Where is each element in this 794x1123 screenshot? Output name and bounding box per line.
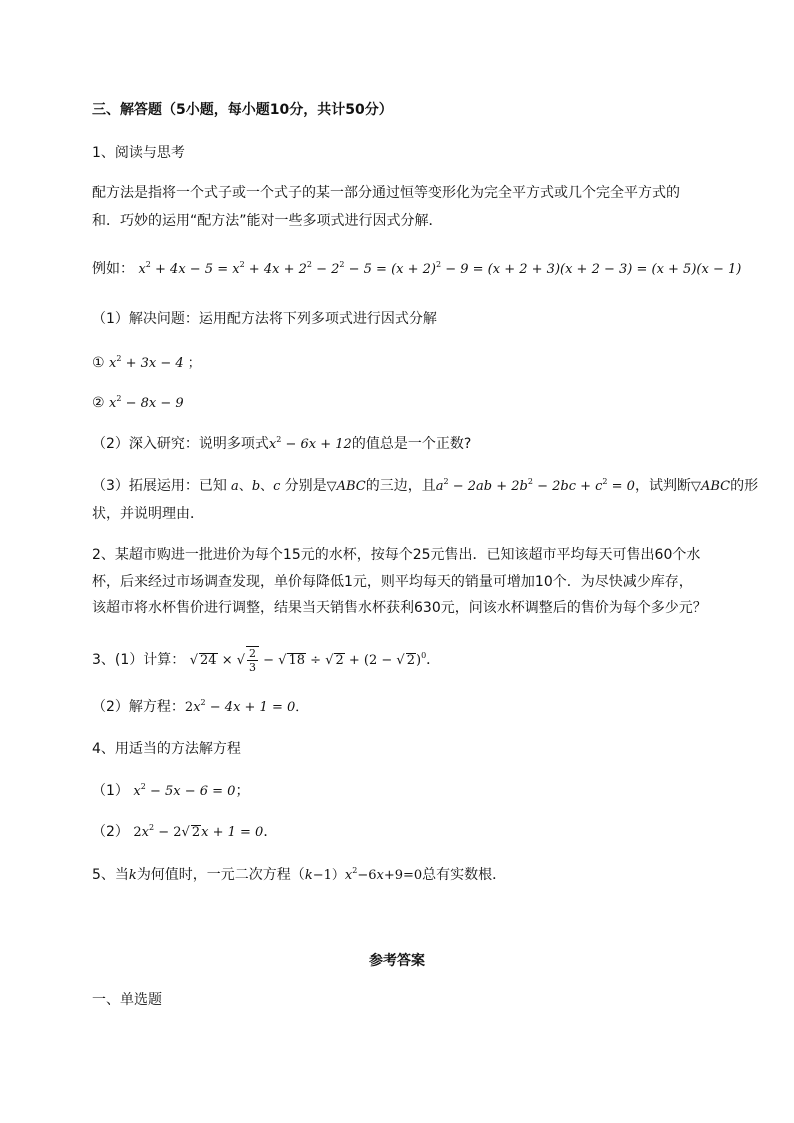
q4-part2 xyxy=(92,822,277,843)
q5-k: k xyxy=(128,868,137,883)
triangle-abc-1: ▽ABC xyxy=(326,479,366,494)
q5-suffix: 总有实数根． xyxy=(422,867,507,883)
q1-part3 xyxy=(92,476,758,497)
item2-formula: $x^2 - 8x - 9$ xyxy=(109,394,184,411)
q4-part2-suffix: ． xyxy=(263,824,278,840)
q3-part2 xyxy=(92,697,308,718)
part3-formula: $a^2 - 2ab + 2b^2 - 2bc + c^2 = 0$ xyxy=(435,477,635,494)
q1-part1: （1）解决问题：运用配方法将下列多项式进行因式分解 xyxy=(92,311,437,327)
q3-part2-prefix: （2）解方程： xyxy=(92,699,185,715)
example-formula: $x^2 + 4x - 5 = x^2 + 4x + 2^2 - 2^2 - 5 = (x + 2)^2 - 9 = (x + 2 + 3)(x + 2 - 3) = (x + 5)(x - 1)$ xyxy=(138,260,742,277)
part3-mid2: 的三边，且 xyxy=(365,478,436,494)
q5-mid: 为何值时，一元二次方程（ xyxy=(136,867,305,883)
q3-part1-formula: √ 24 × √ $\frac{2}{3}$ − √ 18 ÷ √ 2 + (2 − √ 2)$^0$ xyxy=(189,647,427,674)
q1-example xyxy=(92,259,741,280)
q3-part1-prefix: 3、(1）计算： xyxy=(92,652,186,668)
q4-part1 xyxy=(92,781,249,802)
part3-vars: a、b、c xyxy=(226,479,285,494)
q4-part2-formula: $2x^2 - 2√$ 2x + 1 = 0 xyxy=(133,823,264,840)
triangle-abc-2: ▽ABC xyxy=(690,479,731,494)
part3-suffix: 的形 xyxy=(730,478,759,494)
part3-prefix: （3）拓展运用：已知 xyxy=(92,478,227,494)
q5-prefix: 5、当 xyxy=(92,867,129,883)
q1-item1 xyxy=(92,353,201,374)
q1-part3-line2: 状，并说明理由． xyxy=(92,506,204,522)
q3-period: ． xyxy=(426,652,441,668)
q4-part1-suffix: ； xyxy=(235,783,250,799)
example-label: 例如： xyxy=(92,261,134,277)
part2-prefix: （2）深入研究：说明多项式 xyxy=(92,436,269,452)
q1-part2 xyxy=(92,434,471,455)
q4-part1-formula: $x^2 - 5x - 6 = 0$ xyxy=(133,782,236,799)
q5-formula: $k-1)x^2-6x+9=0$ xyxy=(304,866,423,883)
q1-heading: 1、阅读与思考 xyxy=(92,145,185,161)
q1-intro-line2: 和．巧妙的运用“配方法”能对一些多项式进行因式分解． xyxy=(92,213,443,229)
answers-title xyxy=(0,950,794,970)
section-title: 三、解答题（5小题，每小题10分，共计50分） xyxy=(92,102,393,118)
part2-formula: $x^2 - 6x + 12$ xyxy=(268,435,352,452)
part3-mid1: 分别是 xyxy=(284,478,327,494)
item1-mark: ① xyxy=(92,355,105,371)
q4-part2-prefix: （2） xyxy=(92,824,129,840)
item1-formula: $x^2 + 3x - 4$ ； xyxy=(109,354,201,371)
q1-intro-line1: 配方法是指将一个式子或一个式子的某一部分通过恒等变形化为完全平方式或几个完全平方式的 xyxy=(92,185,680,201)
q3-part1 xyxy=(92,646,440,674)
answers-section: 一、单选题 xyxy=(92,992,162,1008)
part2-suffix: 的值总是一个正数? xyxy=(351,436,472,452)
q5-line xyxy=(92,865,506,886)
q3-part2-formula: $2x^2 - 4x + 1 = 0$． xyxy=(184,698,309,715)
q2-line3: 该超市将水杯售价进行调整，结果当天销售水杯获利630元，问该水杯调整后的售价为每个多少元？ xyxy=(92,600,707,616)
q4-part1-prefix: （1） xyxy=(92,783,129,799)
q4-heading: 4、用适当的方法解方程 xyxy=(92,741,241,757)
item2-mark: ② xyxy=(92,395,105,411)
q2-line2: 杯，后来经过市场调查发现，单价每降低1元，则平均每天的销量可增加10个．为尽快减少库存， xyxy=(92,574,693,590)
q1-item2 xyxy=(92,393,184,414)
answers-title-text: 参考答案 xyxy=(369,953,425,969)
part3-mid3: ，试判断 xyxy=(634,478,691,494)
q2-line1: 2、某超市购进一批进价为每个15元的水杯，按每个25元售出．已知该超市平均每天可售出60个水 xyxy=(92,547,701,563)
